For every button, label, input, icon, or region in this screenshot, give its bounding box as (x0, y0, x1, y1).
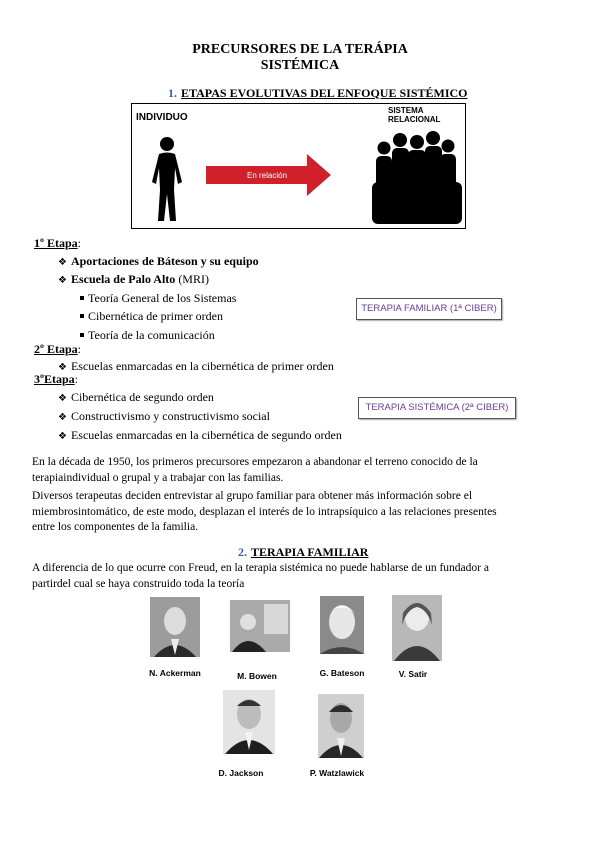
bowen-caption: M. Bowen (237, 671, 277, 681)
list-item: ❖ Cibernética de segundo orden (58, 390, 214, 404)
list-item: ❖ Escuela de Palo Alto (MRI) (58, 272, 209, 286)
watzlawick-caption: P. Watzlawick (309, 768, 365, 778)
arrow-label: En relación (247, 171, 288, 180)
evolution-figure (131, 103, 466, 229)
stage-2-label: 2º Etapa: (34, 342, 81, 356)
stage-3-label: 3ºEtapa: (34, 372, 78, 386)
terapia-familiar-tag: TERAPIA FAMILIAR (1ª CIBER) (356, 298, 502, 320)
sub-list-item: Teoría General de los Sistemas (80, 291, 236, 306)
stage-1-label: 1º Etapa: (34, 236, 81, 250)
jackson-caption: D. Jackson (218, 768, 264, 778)
paragraph-2: Diversos terapeutas deciden entrevistar al grupo familiar para obtener más información sobre el miembrosintomático, de este modo, desplazan el interés de lo intrapsíquico a las relaciones presentes entre los componentes de la familia. (32, 490, 497, 533)
bateson-photo (320, 596, 364, 654)
bateson-caption: G. Bateson (319, 668, 365, 678)
page-title: PRECURSORES DE LA TERÁPIA SISTÉMICA (192, 42, 408, 73)
square-bullet-icon (80, 314, 84, 318)
satir-photo (392, 595, 442, 661)
watzlawick-photo (318, 694, 364, 758)
group-silhouette-icon (372, 131, 462, 224)
figure-graphics (132, 104, 465, 228)
sistema-label: SISTEMA RELACIONAL (388, 106, 441, 124)
jackson-photo (223, 690, 275, 754)
paragraph-1: En la década de 1950, los primeros precursores empezaron a abandonar el terreno conocido de la terapiaindividual o grupal y a trabajar con las familias. (32, 456, 478, 484)
diamond-bullet-icon: ❖ (58, 393, 67, 404)
section-2-heading: 2. TERAPIA FAMILIAR (238, 545, 369, 559)
square-bullet-icon (80, 333, 84, 337)
diamond-bullet-icon: ❖ (58, 275, 67, 286)
ackerman-caption: N. Ackerman (149, 668, 201, 678)
diamond-bullet-icon: ❖ (58, 412, 67, 423)
list-item: ❖ Escuelas enmarcadas en la cibernética de primer orden (58, 359, 334, 373)
diamond-bullet-icon: ❖ (58, 431, 67, 442)
individuo-label: INDIVIDUO (136, 112, 188, 123)
square-bullet-icon (80, 296, 84, 300)
person-silhouette-icon (152, 137, 182, 221)
ackerman-photo (150, 597, 200, 657)
sub-list-item: Cibernética de primer orden (80, 309, 223, 324)
bowen-photo (230, 600, 290, 652)
paragraph-3: A diferencia de lo que ocurre con Freud, en la terapia sistémica no puede hablarse de un fundador a partirdel cual se haya construido toda la teoría (32, 562, 489, 590)
sub-list-item: Teoría de la comunicación (80, 328, 215, 343)
section-1-heading: 1. ETAPAS EVOLUTIVAS DEL ENFOQUE SISTÉMICO (168, 86, 468, 100)
terapia-sistemica-tag: TERAPIA SISTÉMICA (2ª CIBER) (358, 397, 516, 419)
list-item: ❖ Constructivismo y constructivismo social (58, 409, 270, 423)
list-item: ❖ Escuelas enmarcadas en la cibernética de segundo orden (58, 428, 342, 442)
diamond-bullet-icon: ❖ (58, 362, 67, 373)
list-item: ❖ Aportaciones de Báteson y su equipo (58, 254, 259, 268)
satir-caption: V. Satir (398, 669, 428, 679)
relation-arrow-icon (206, 154, 331, 196)
diamond-bullet-icon: ❖ (58, 257, 67, 268)
